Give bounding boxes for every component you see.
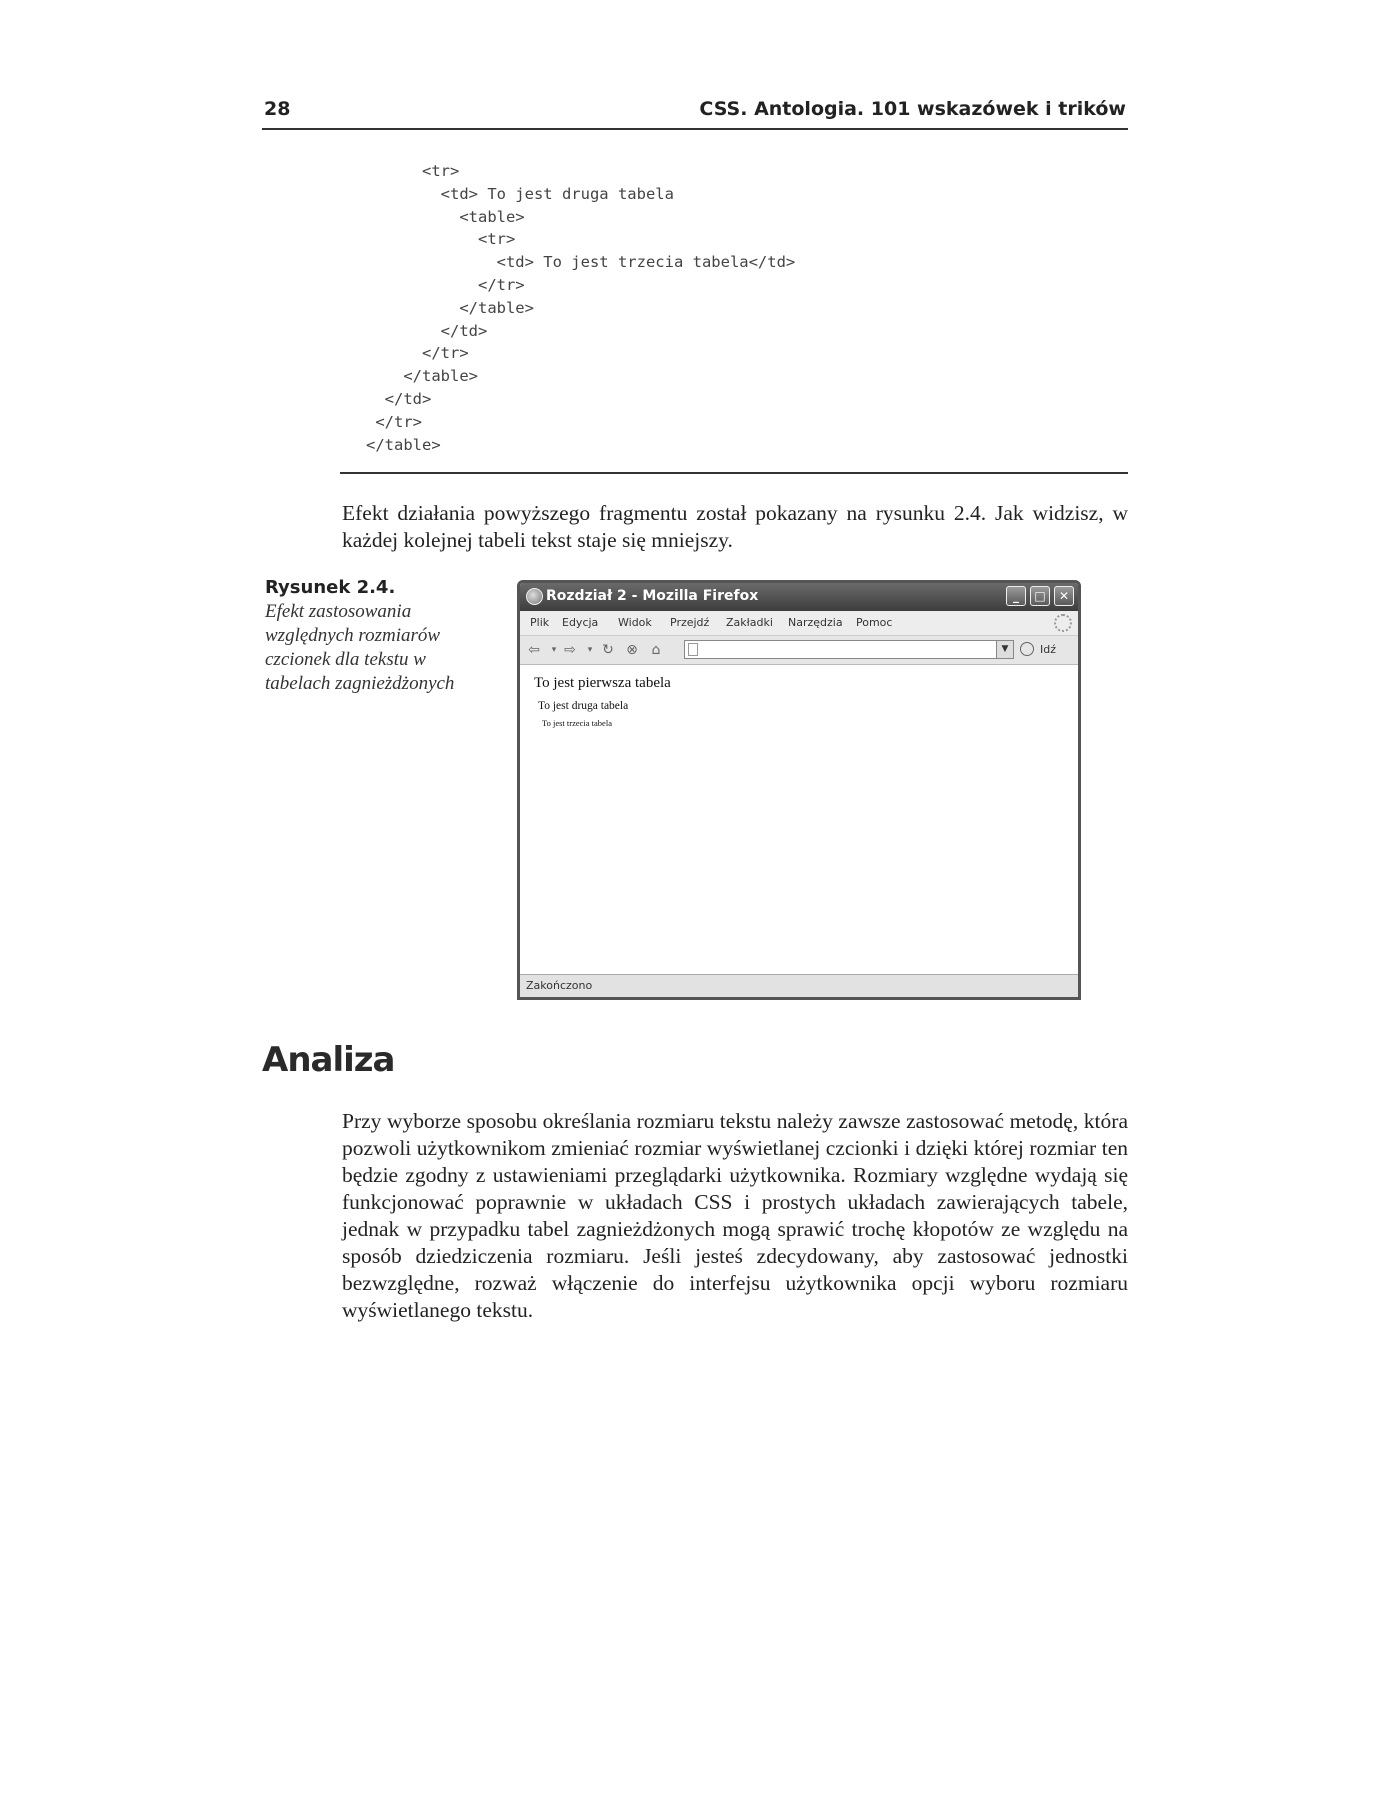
go-label: Idź [1040, 643, 1057, 656]
figure-caption [265, 576, 495, 696]
code-line: </tr> [366, 412, 422, 431]
code-line: <td> To jest trzecia tabela</td> [366, 253, 796, 272]
menu-item-narzedzia: Narzędzia [788, 616, 843, 629]
content-line-second-table: To jest druga tabela [538, 700, 629, 712]
code-line: </td> [366, 389, 432, 408]
code-divider [340, 472, 1128, 474]
minimize-icon: _ [1006, 586, 1026, 606]
code-line: <tr> [366, 162, 460, 180]
figure-label: Rysunek 2.4. [265, 577, 396, 598]
home-icon: ⌂ [651, 642, 661, 658]
code-line: <td> To jest druga tabela [366, 184, 674, 203]
firefox-icon [526, 588, 543, 605]
address-dropdown-icon: ▼ [996, 641, 1013, 658]
code-listing [366, 160, 795, 456]
back-dropdown-icon: ▾ [551, 645, 557, 655]
code-line: </table> [366, 367, 478, 386]
back-icon: ⇦ [528, 642, 540, 658]
browser-window-title: Rozdział 2 - Mozilla Firefox [546, 588, 759, 604]
maximize-icon: □ [1030, 586, 1050, 606]
menu-item-zakladki: Zakładki [726, 616, 773, 629]
reload-icon: ↻ [602, 642, 614, 658]
throbber-icon [1054, 614, 1072, 632]
running-title: CSS. Antologia. 101 wskazówek i trików [699, 98, 1126, 120]
menu-item-edycja: Edycja [562, 616, 599, 629]
code-line: </td> [366, 321, 488, 340]
forward-icon: ⇨ [564, 642, 576, 658]
figure-caption-text: Efekt zastosowania względnych rozmiarów czcionek dla tekstu w tabelach zagnieżdżonych [265, 601, 455, 694]
menu-item-plik: Plik [530, 616, 550, 629]
menu-item-przejdz: Przejdź [670, 616, 710, 629]
code-line: </table> [366, 298, 534, 317]
code-line: <tr> [366, 230, 516, 249]
section-heading: Analiza [262, 1040, 395, 1080]
browser-toolbar [520, 636, 1078, 665]
browser-menubar [520, 611, 1078, 636]
page-icon [688, 643, 698, 656]
menu-item-widok: Widok [618, 616, 652, 629]
close-icon: ✕ [1054, 586, 1074, 606]
status-text: Zakończono [526, 979, 593, 992]
content-line-third-table: To jest trzecia tabela [542, 718, 612, 728]
address-bar [684, 640, 1014, 659]
go-icon [1020, 642, 1034, 656]
browser-window-figure [517, 580, 1081, 1000]
code-line: </tr> [366, 344, 469, 363]
forward-dropdown-icon: ▾ [587, 645, 593, 655]
page-header [262, 94, 1128, 130]
analysis-paragraph: Przy wyborze sposobu określania rozmiaru tekstu należy zawsze zastosować metodę, która pozwoli użytkownikom zmieniać rozmiar wyświetlanej czcionki i dzięki której rozmiar ten będzie zgodny z ustawieniami przeglądarki użytkownika. Rozmiary względne wydają się funkcjonować poprawnie w układach CSS i prostych układach zawierających tabele, jednak w przypadku tabel zagnieżdżonych mogą sprawić trochę kłopotów ze względu na sposób dziedziczenia rozmiaru. Jeśli jesteś zdecydowany, aby zastosować jednostki bezwzględne, rozważ włączenie do interfejsu użytkownika opcji wyboru rozmiaru wyświetlanego tekstu. [342, 1109, 1128, 1322]
browser-titlebar [520, 583, 1078, 611]
stop-icon: ⊗ [626, 642, 638, 658]
menu-item-pomoc: Pomoc [856, 616, 893, 629]
browser-statusbar [520, 974, 1078, 997]
content-line-first-table: To jest pierwsza tabela [534, 675, 671, 691]
intro-paragraph: Efekt działania powyższego fragmentu został pokazany na rysunku 2.4. Jak widzisz, w każdej kolejnej tabeli tekst staje się mniejszy. [342, 501, 1128, 552]
code-line: </tr> [366, 275, 525, 294]
code-line: </table> [366, 435, 441, 454]
page-number: 28 [264, 98, 291, 120]
browser-content [520, 665, 1078, 953]
code-line: <table> [366, 207, 525, 226]
